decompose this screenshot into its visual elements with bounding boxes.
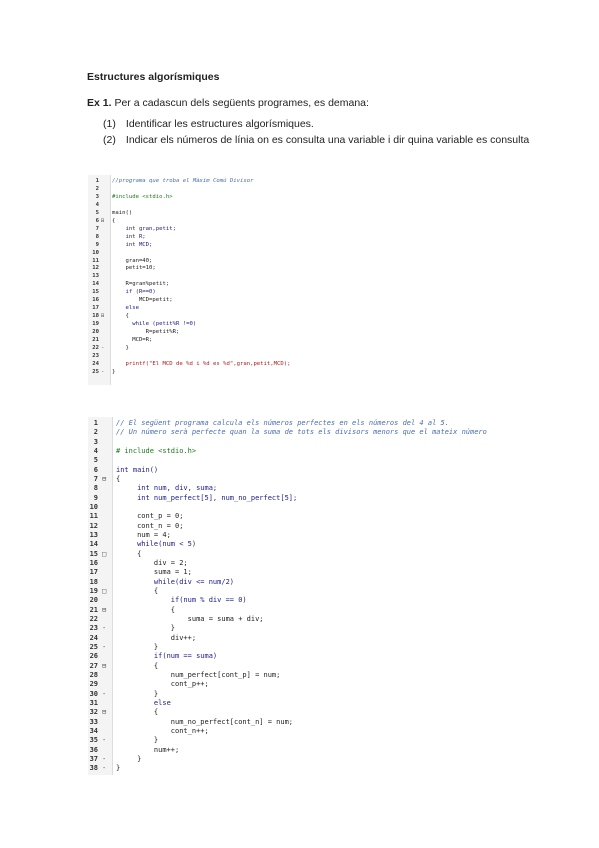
code-text: if (R==0): [112, 289, 156, 296]
fold-marker-icon[interactable]: -: [102, 624, 107, 633]
code-text: R=petit%R;: [112, 329, 180, 336]
code-text: while (petit%R !=0): [112, 321, 197, 328]
code-line: [88, 578, 516, 587]
code-line: [88, 289, 321, 296]
code-text: cont_n = 0;: [116, 521, 184, 530]
code-text: {: [116, 549, 142, 558]
code-line: [88, 466, 516, 475]
line-number: 34: [89, 726, 98, 735]
line-number: 19: [92, 321, 99, 328]
line-number: 28: [89, 670, 98, 679]
code-line: [88, 587, 516, 596]
code-text: div++;: [116, 633, 197, 642]
fold-marker-icon[interactable]: ⊟: [102, 605, 107, 614]
line-number: 11: [92, 257, 99, 264]
fold-marker-icon[interactable]: □: [102, 549, 107, 558]
list-item-2: [103, 134, 529, 146]
code-line: [88, 680, 516, 689]
line-number: 20: [89, 596, 98, 605]
code-line: [88, 178, 321, 185]
code-text: else: [116, 698, 171, 707]
line-number: 7: [93, 474, 98, 483]
line-number: 6: [95, 217, 99, 224]
code-line: [88, 596, 516, 605]
line-number: 36: [89, 745, 98, 754]
fold-marker-icon[interactable]: -: [102, 642, 107, 651]
code-text: gran=40;: [112, 257, 153, 264]
code-text: }: [116, 689, 159, 698]
line-number: 12: [92, 265, 99, 272]
code-text: int num, div, suma;: [116, 484, 218, 493]
line-number: 3: [93, 437, 98, 446]
fold-marker-icon[interactable]: -: [101, 368, 105, 375]
code-line: [88, 568, 516, 577]
code-line: [88, 361, 321, 368]
line-number: 21: [89, 605, 98, 614]
fold-marker-icon[interactable]: ⊟: [102, 708, 107, 717]
code-line: [88, 226, 321, 233]
code-text: }: [116, 642, 159, 651]
line-number: 22: [92, 344, 99, 351]
code-text: // El següent programa calcula els números perfectes en els números del 4 al 5.: [116, 419, 449, 427]
code-text: else: [112, 305, 139, 312]
code-line: [88, 624, 516, 633]
code-text: {: [116, 605, 176, 614]
list-item-text: Identificar les estructures algorísmiques.: [125, 118, 314, 130]
code-line: [88, 736, 516, 745]
code-line: [88, 718, 516, 727]
fold-marker-icon[interactable]: ⊟: [102, 661, 107, 670]
line-number: 24: [89, 633, 98, 642]
code-text: num = 4;: [116, 530, 171, 539]
code-text: }: [116, 624, 176, 633]
code-text: }: [116, 764, 121, 773]
code-line: [88, 662, 516, 671]
line-number: 10: [92, 249, 99, 256]
code-line: [88, 234, 321, 241]
line-number: 4: [93, 446, 98, 455]
list-item-number: (1): [103, 118, 116, 130]
line-number: 38: [89, 764, 98, 773]
line-number: 35: [89, 736, 98, 745]
code-text: while(num < 5): [116, 540, 197, 549]
code-text: if(num == suma): [116, 652, 218, 661]
code-line: [88, 475, 516, 484]
code-line: [88, 512, 516, 521]
line-number: 23: [89, 624, 98, 633]
line-number: 6: [93, 465, 98, 474]
code-text: printf("El MCD de %d i %d es %d",gran,petit,MCD);: [112, 360, 291, 367]
code-text: #include <stdio.h>: [112, 193, 173, 200]
code-line: [88, 194, 321, 201]
line-number: 18: [92, 313, 99, 320]
line-number: 11: [89, 512, 98, 521]
code-text: MCD=R;: [112, 337, 153, 343]
code-text: suma = 1;: [116, 568, 192, 577]
code-line: [88, 242, 321, 249]
code-text: {: [116, 708, 159, 717]
line-number: 32: [89, 708, 98, 717]
line-number: 33: [89, 717, 98, 726]
line-number: 31: [89, 698, 98, 707]
code-line: [88, 671, 516, 680]
line-number: 30: [89, 689, 98, 698]
code-text: div = 2;: [116, 558, 188, 567]
line-number: 16: [89, 558, 98, 567]
code-line: [88, 456, 516, 465]
line-number: 15: [89, 549, 98, 558]
code-text: petit=10;: [112, 265, 156, 272]
code-line: [88, 699, 516, 708]
line-number: 1: [93, 419, 98, 427]
code-text: {: [112, 313, 129, 320]
code-line: [88, 210, 321, 217]
code-line: [88, 265, 321, 272]
code-line: [88, 281, 321, 288]
list-item-text: Indicar els números de línia on es consulta una variable i dir quina variable es consulta: [125, 134, 530, 146]
fold-marker-icon[interactable]: ⊟: [102, 474, 107, 483]
code-text: }: [116, 736, 159, 745]
code-text: int R;: [112, 233, 146, 240]
code-line: [88, 353, 321, 360]
line-number: 13: [89, 530, 98, 539]
line-number: 3: [95, 193, 99, 200]
line-number: 5: [93, 456, 98, 465]
code-line: [88, 494, 516, 503]
document-title: Estructures algorísmiques: [87, 71, 220, 83]
code-listing-mcd: [88, 175, 321, 385]
code-text: {: [112, 217, 116, 224]
fold-marker-icon[interactable]: -: [102, 736, 107, 745]
code-line: [88, 258, 321, 265]
line-number: 15: [92, 289, 99, 296]
line-number: 5: [95, 209, 99, 216]
code-text: # include <stdio.h>: [116, 446, 197, 455]
code-line: [88, 615, 516, 624]
code-text: }: [116, 754, 142, 763]
line-number: 29: [89, 680, 98, 689]
fold-marker-icon[interactable]: □: [102, 586, 107, 595]
line-number: 22: [89, 614, 98, 623]
code-line: [88, 313, 321, 320]
line-number: 10: [89, 502, 98, 511]
line-number: 25: [89, 642, 98, 651]
line-number: 27: [89, 661, 98, 670]
code-line: [88, 550, 516, 559]
code-text: }: [112, 368, 116, 375]
code-text: num++;: [116, 745, 180, 754]
fold-marker-icon[interactable]: ⊟: [101, 217, 105, 224]
code-line: [88, 305, 321, 312]
list-item-1: [103, 118, 314, 130]
code-text: suma = suma + div;: [116, 614, 264, 623]
line-number: 17: [89, 568, 98, 577]
code-line: [88, 503, 516, 512]
line-number: 25: [92, 368, 99, 375]
code-text: int gran,petit;: [112, 225, 176, 232]
code-text: // Un número serà perfecte quan la suma de tots els divisors menors que el mateix número: [116, 428, 487, 437]
code-text: {: [116, 661, 159, 670]
code-line: [88, 202, 321, 209]
code-text: //programa que troba el Màxim Comú Divisor: [112, 178, 254, 184]
line-number: 12: [89, 521, 98, 530]
code-line: [88, 438, 516, 447]
fold-marker-icon[interactable]: -: [102, 689, 107, 698]
code-line: [88, 764, 516, 773]
line-number: 17: [92, 305, 99, 312]
code-text: num_perfect[cont_p] = num;: [116, 670, 281, 679]
exercise-text: Per a cadascun dels següents programes, es demana:: [111, 97, 369, 109]
code-text: int num_perfect[5], num_no_perfect[5];: [116, 493, 298, 502]
code-text: if(num % div == 0): [116, 596, 247, 605]
fold-marker-icon[interactable]: -: [102, 764, 107, 773]
code-line: [88, 634, 516, 643]
line-number: 21: [92, 337, 99, 343]
line-number: 14: [89, 540, 98, 549]
exercise-label: Ex 1.: [87, 97, 112, 109]
code-line: [88, 329, 321, 336]
code-text: int main(): [116, 465, 159, 474]
code-line: [88, 746, 516, 755]
code-line: [88, 447, 516, 456]
code-line: [88, 690, 516, 699]
code-line: [88, 428, 516, 437]
line-number: 24: [92, 360, 99, 367]
code-line: [88, 727, 516, 736]
line-number: 19: [89, 586, 98, 595]
line-number: 16: [92, 297, 99, 304]
code-line: [88, 484, 516, 493]
code-line: [88, 345, 321, 352]
code-line: [88, 297, 321, 304]
code-line: [88, 250, 321, 257]
line-number: 8: [95, 233, 99, 240]
code-text: cont_p = 0;: [116, 512, 184, 521]
code-line: [88, 273, 321, 280]
code-text: MCD=petit;: [112, 297, 173, 304]
code-text: }: [112, 344, 129, 351]
line-number: 9: [93, 493, 98, 502]
line-number: 7: [95, 225, 99, 232]
line-number: 2: [93, 428, 98, 437]
line-number: 8: [93, 484, 98, 493]
code-listing-perfect-numbers: [88, 417, 516, 775]
code-line: [88, 755, 516, 764]
code-line: [88, 643, 516, 652]
line-number: 23: [92, 352, 99, 359]
code-text: R=gran%petit;: [112, 281, 170, 288]
code-line: [88, 337, 321, 344]
line-number: 13: [92, 273, 99, 280]
code-text: {: [116, 474, 121, 483]
fold-marker-icon[interactable]: -: [102, 754, 107, 763]
code-line: [88, 652, 516, 661]
line-number: 20: [92, 329, 99, 336]
code-line: [88, 708, 516, 717]
line-number: 9: [95, 241, 99, 248]
code-line: [88, 531, 516, 540]
code-line: [88, 369, 321, 376]
line-number: 14: [92, 281, 99, 288]
code-line: [88, 218, 321, 225]
line-number: 26: [89, 652, 98, 661]
line-number: 37: [89, 754, 98, 763]
code-line: [88, 419, 516, 428]
code-text: num_no_perfect[cont_n] = num;: [116, 717, 294, 726]
code-line: [88, 186, 321, 193]
exercise-statement: [87, 97, 369, 109]
line-number: 4: [95, 201, 99, 208]
code-text: cont_p++;: [116, 680, 209, 689]
code-line: [88, 522, 516, 531]
code-text: int MCD;: [112, 241, 153, 248]
line-number: 1: [95, 178, 99, 184]
code-line: [88, 321, 321, 328]
line-number: 2: [95, 185, 99, 192]
code-line: [88, 540, 516, 549]
code-text: {: [116, 586, 159, 595]
fold-marker-icon[interactable]: -: [101, 344, 105, 351]
code-line: [88, 559, 516, 568]
list-item-number: (2): [103, 134, 116, 146]
code-text: main(): [112, 209, 133, 216]
fold-marker-icon[interactable]: ⊟: [101, 313, 105, 320]
code-text: while(div <= num/2): [116, 577, 235, 586]
code-line: [88, 606, 516, 615]
line-number: 18: [89, 577, 98, 586]
code-text: cont_n++;: [116, 726, 209, 735]
